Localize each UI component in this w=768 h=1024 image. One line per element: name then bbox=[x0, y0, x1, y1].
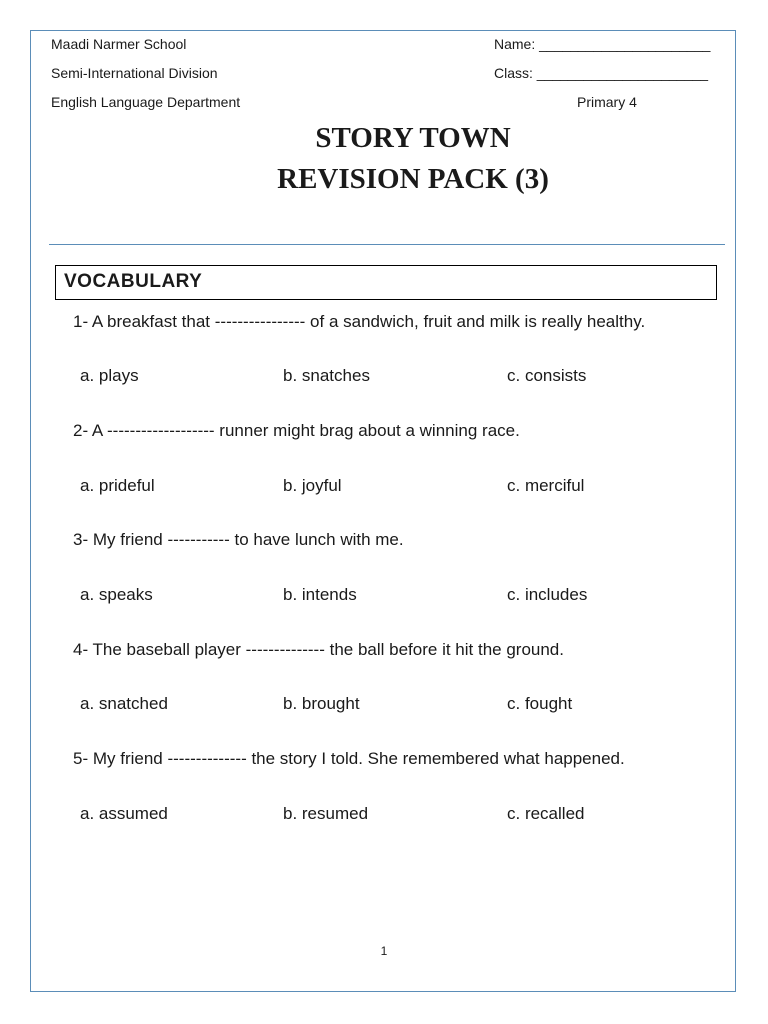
question-2: 2- A ------------------- runner might brag about a winning race. bbox=[73, 421, 520, 440]
question-5-option-c: c. recalled bbox=[507, 804, 585, 823]
question-1-option-c: c. consists bbox=[507, 366, 587, 385]
class-field: Class: ______________________ bbox=[494, 65, 709, 81]
question-4-option-c: c. fought bbox=[507, 694, 573, 713]
name-field: Name: ______________________ bbox=[494, 36, 711, 52]
question-2-option-c: c. merciful bbox=[507, 476, 585, 495]
question-4: 4- The baseball player -------------- the ball before it hit the ground. bbox=[73, 640, 564, 659]
title-line-2: REVISION PACK (3) bbox=[277, 163, 549, 195]
question-2-option-b: b. joyful bbox=[283, 476, 342, 495]
question-5-option-a: a. assumed bbox=[80, 804, 168, 823]
question-1-option-a: a. plays bbox=[80, 366, 139, 385]
question-4-option-b: b. brought bbox=[283, 694, 360, 713]
division-name: Semi-International Division bbox=[51, 65, 218, 81]
question-3-option-c: c. includes bbox=[507, 585, 588, 604]
section-label: VOCABULARY bbox=[64, 271, 203, 292]
question-3-option-a: a. speaks bbox=[80, 585, 153, 604]
title-line-1: STORY TOWN bbox=[315, 122, 511, 154]
question-1: 1- A breakfast that ---------------- of a sandwich, fruit and milk is really healthy. bbox=[73, 312, 646, 331]
grade-label: Primary 4 bbox=[577, 94, 637, 110]
question-1-option-b: b. snatches bbox=[283, 366, 370, 385]
school-name: Maadi Narmer School bbox=[51, 36, 187, 52]
section-header bbox=[55, 265, 717, 300]
department-name: English Language Department bbox=[51, 94, 241, 110]
question-4-option-a: a. snatched bbox=[80, 694, 168, 713]
question-3-option-b: b. intends bbox=[283, 585, 357, 604]
question-5-option-b: b. resumed bbox=[283, 804, 369, 823]
page-number: 1 bbox=[380, 944, 388, 958]
divider bbox=[49, 244, 725, 245]
question-3: 3- My friend ----------- to have lunch with me. bbox=[73, 530, 404, 549]
question-5: 5- My friend -------------- the story I told. She remembered what happened. bbox=[73, 749, 625, 768]
question-2-option-a: a. prideful bbox=[80, 476, 155, 495]
